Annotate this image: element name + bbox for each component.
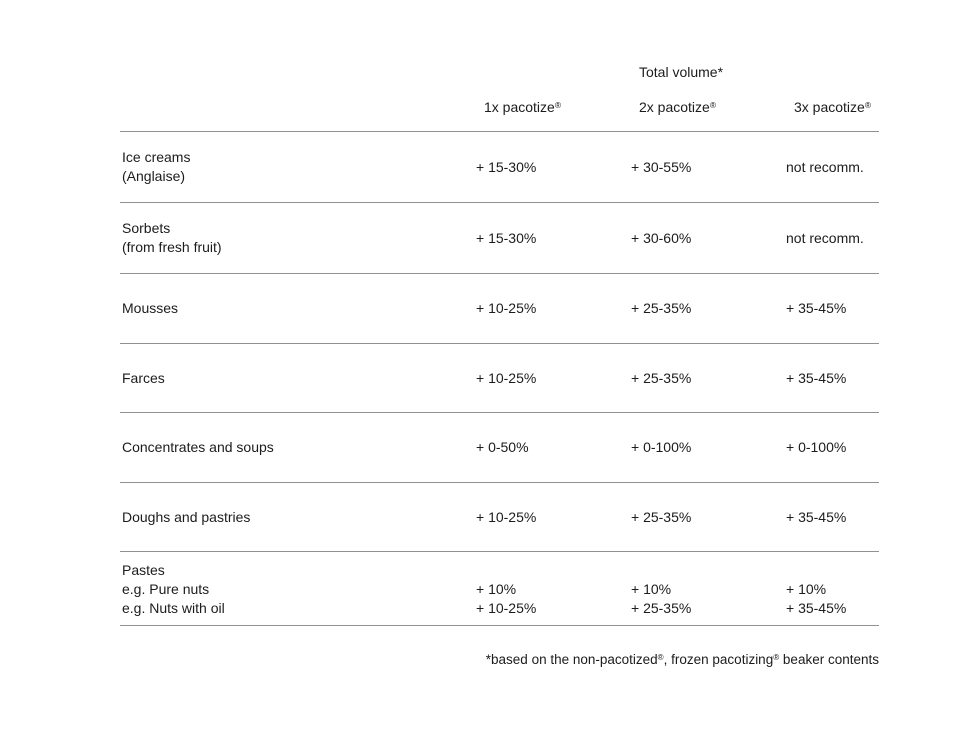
row-label (120, 369, 476, 388)
value-cell (631, 229, 786, 248)
value-cell (476, 299, 631, 318)
value-line: + 0-50% (476, 439, 529, 455)
value-line: + 10-25% (476, 600, 537, 616)
table-row (120, 412, 879, 482)
table-row (120, 551, 879, 625)
value-cell (631, 508, 786, 527)
value-cell (631, 158, 786, 177)
value-line: + 25-35% (631, 508, 692, 525)
value-line: + 0-100% (631, 439, 692, 455)
row-label-line: (from fresh fruit) (122, 239, 222, 255)
column-header-2x: 2x pacotize® (639, 99, 716, 115)
registered-trademark-mark: ® (709, 100, 716, 110)
table-row (120, 273, 879, 343)
row-label-line: Ice creams (122, 149, 191, 165)
table-row (120, 202, 879, 273)
row-label-line: Concentrates and soups (122, 439, 274, 455)
value-line: + 15-30% (476, 229, 537, 246)
label-column-spacer (120, 99, 476, 115)
value-line: + 10% (786, 581, 827, 597)
registered-trademark-mark: ® (554, 100, 561, 110)
value-line: + 10-25% (476, 369, 537, 386)
value-line: + 0-100% (786, 439, 847, 455)
value-line: + 10-25% (476, 300, 537, 316)
registered-trademark-mark: ® (657, 653, 664, 662)
column-header-row (120, 99, 879, 131)
value-cell (786, 299, 879, 318)
row-label-line: Sorbets (122, 220, 171, 236)
value-line: + 25-35% (631, 369, 692, 386)
table-row (120, 482, 879, 551)
value-line: + 30-60% (631, 229, 692, 246)
value-line: + 10% (476, 581, 517, 597)
row-label (120, 148, 476, 186)
value-line: not recomm. (786, 229, 864, 246)
value-line: + 35-45% (786, 369, 847, 386)
total-volume-table (120, 64, 879, 626)
value-cell (786, 580, 879, 618)
row-label (120, 299, 476, 318)
value-cell (631, 369, 786, 388)
row-label-line: Doughs and pastries (122, 508, 251, 525)
table-body (120, 131, 879, 626)
value-cell (476, 369, 631, 388)
value-line: + 15-30% (476, 158, 537, 175)
value-cell (476, 438, 631, 457)
value-cell (786, 229, 879, 248)
value-line: + 25-35% (631, 600, 692, 616)
column-header-3x: 3x pacotize® (794, 99, 871, 115)
row-label-line: Pastes (122, 562, 165, 578)
row-label (120, 561, 476, 618)
row-label-line: Farces (122, 369, 165, 386)
value-cell (476, 580, 631, 618)
table-row (120, 131, 879, 202)
value-cell (631, 438, 786, 457)
row-label-line: e.g. Nuts with oil (122, 600, 225, 616)
value-line: + 30-55% (631, 158, 692, 175)
value-cell (476, 229, 631, 248)
value-cell (631, 580, 786, 618)
value-cell (476, 508, 631, 527)
value-line: + 25-35% (631, 300, 692, 316)
value-cell (786, 438, 879, 457)
footnote: *based on the non-pacotized®, frozen pacotizing® beaker contents (485, 652, 879, 667)
value-line: + 10% (631, 581, 672, 597)
registered-trademark-mark: ® (864, 100, 871, 110)
value-line: + 35-45% (786, 600, 847, 616)
row-label (120, 219, 476, 257)
table-title: Total volume* (639, 64, 724, 80)
value-line: + 35-45% (786, 300, 847, 316)
value-line: + 35-45% (786, 508, 847, 525)
value-line: not recomm. (786, 158, 864, 175)
row-label-line: e.g. Pure nuts (122, 581, 210, 597)
row-label (120, 508, 476, 527)
row-label (120, 438, 476, 457)
value-cell (786, 158, 879, 177)
registered-trademark-mark: ® (773, 653, 780, 662)
column-header-1x: 1x pacotize® (484, 99, 561, 115)
value-line: + 10-25% (476, 508, 537, 525)
row-label-line: (Anglaise) (122, 168, 186, 184)
row-label-line: Mousses (122, 300, 179, 316)
value-cell (631, 299, 786, 318)
table-row (120, 343, 879, 412)
value-cell (786, 369, 879, 388)
value-cell (476, 158, 631, 177)
value-cell (786, 508, 879, 527)
